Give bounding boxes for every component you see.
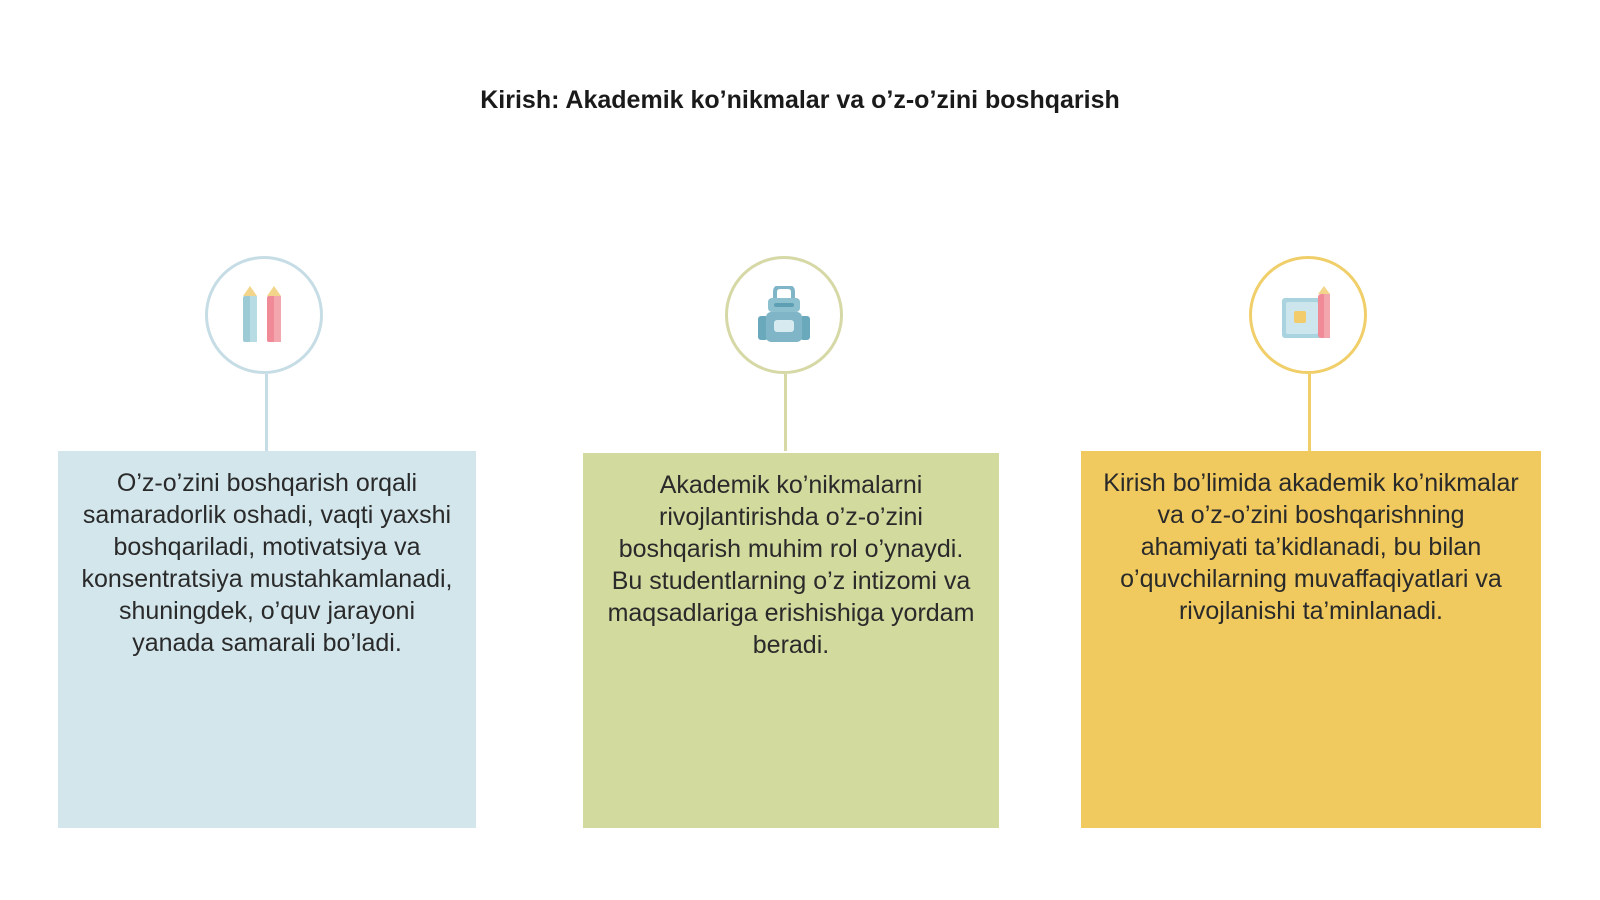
connector-line-2 bbox=[784, 374, 787, 451]
card-text-1: O’z-o’zini boshqarish orqali samaradorlik oshadi, vaqti yaxshi boshqariladi, motivatsiya va konsentratsiya mustahkamlanadi, shuningdek, o’quv jarayoni yanada samarali bo’ladi. bbox=[81, 469, 453, 657]
icon-circle-1 bbox=[205, 256, 323, 374]
pencils-icon bbox=[239, 284, 289, 346]
connector-line-1 bbox=[265, 374, 268, 451]
icon-circle-2 bbox=[725, 256, 843, 374]
notebook-pencil-icon bbox=[1278, 286, 1338, 344]
card-text-3: Kirish bo’limida akademik ko’nikmalar va o’z-o’zini boshqarishning ahamiyati ta’kidlanadi, bu bilan o’quvchilarning muvaffaqiyatlari va rivojlanishi ta’minlanadi. bbox=[1103, 469, 1519, 625]
backpack-icon bbox=[754, 286, 814, 344]
connector-line-3 bbox=[1308, 374, 1311, 451]
page-title: Kirish: Akademik ko’nikmalar va o’z-o’zini boshqarish bbox=[480, 86, 1120, 114]
info-card-3 bbox=[1081, 451, 1541, 828]
info-card-1 bbox=[58, 451, 476, 828]
card-text-2: Akademik ko’nikmalarni rivojlantirishda o’z-o’zini boshqarish muhim rol o’ynaydi. Bu studentlarning o’z intizomi va maqsadlariga erishishiga yordam beradi. bbox=[607, 471, 975, 659]
icon-circle-3 bbox=[1249, 256, 1367, 374]
info-card-2 bbox=[583, 453, 999, 828]
